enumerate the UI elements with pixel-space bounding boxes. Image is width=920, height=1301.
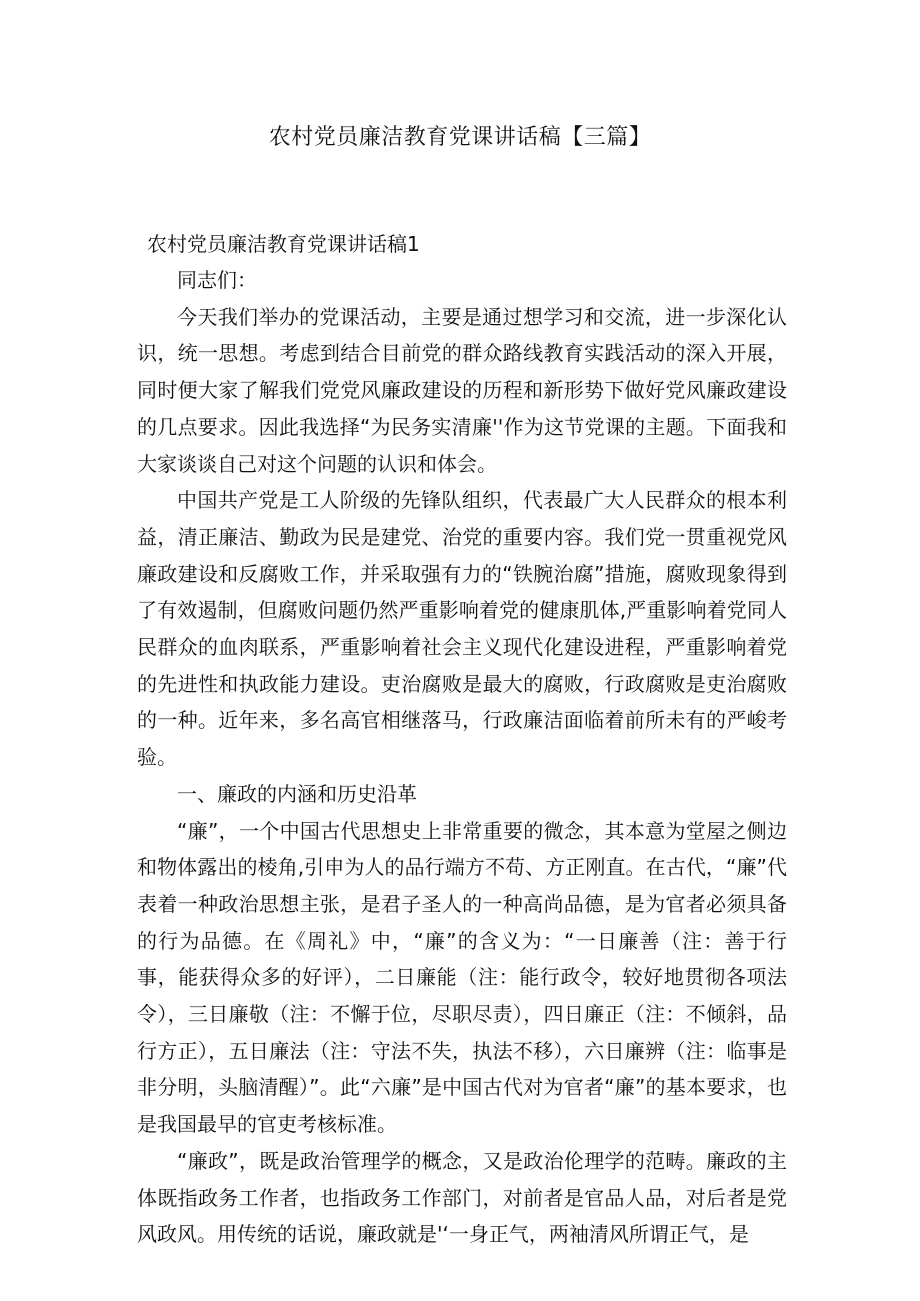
paragraph-party: 中国共产党是工人阶级的先锋队组织，代表最广大人民群众的根本利益，清正廉洁、勤政为民是建党、治党的重要内容。我们党一贯重视党风廉政建设和反腐败工作，并采取强有力的“铁腕治腐”措施，腐败现象得到了有效遏制，但腐败问题仍然严重影响着党的健康肌体,严重影响着党同人民群众的血肉联系，严重影响着社会主义现代化建设进程，严重影响着党的先进性和执政能力建设。吏治腐败是最大的腐败，行政腐败是吏治腐败的一种。近年来，多名高官相继落马，行政廉洁面临着前所未有的严峻考验。 [137,488,787,770]
paragraph-lianzheng: “廉政”，既是政治管理学的概念，又是政治伦理学的范畴。廉政的主体既指政务工作者，也指政务工作部门，对前者是官品人品，对后者是党风政风。用传统的话说，廉政就是'‘一身正气，两袖清风所谓正气，是 [137,1148,787,1247]
section-subtitle: 农村党员廉洁教育党课讲话稿1 [147,232,420,256]
paragraph-lian-meaning: “廉”，一个中国古代思想史上非常重要的微念，其本意为堂屋之侧边和物体露出的棱角,引申为人的品行端方不苟、方正刚直。在古代，“廉”代表着一种政治思想主张，是君子圣人的一种高尚品德，是为官者必须具备的行为品德。在《周礼》中，“廉”的含义为：“一日廉善（注：善于行事，能获得众多的好评），二日廉能（注：能行政令，较好地贯彻各项法令），三日廉敬（注：不懈于位，尽职尽责），四日廉正（注：不倾斜，品行方正），五日廉法（注：守法不失，执法不移），六日廉辨（注：临事是非分明，头脑清醒）”。此“六廉”是中国古代对为官者“廉”的基本要求，也是我国最早的官吏考核标准。 [137,818,787,1137]
salutation: 同志们： [177,268,257,292]
paragraph-intro: 今天我们举办的党课活动，主要是通过想学习和交流，进一步深化认识，统一思想。考虑到结合目前党的群众路线教育实践活动的深入开展，同时便大家了解我们党党风廉政建设的历程和新形势下做好党风廉政建设的几点要求。因此我选择“为民务实清廉''作为这节党课的主题。下面我和大家谈谈自己对这个问题的认识和体会。 [137,304,787,476]
section-heading: 一、廉政的内涵和历史沿革 [177,781,417,806]
document-title: 农村党员廉洁教育党课讲话稿【三篇】 [268,125,652,150]
document-body [137,226,787,1253]
